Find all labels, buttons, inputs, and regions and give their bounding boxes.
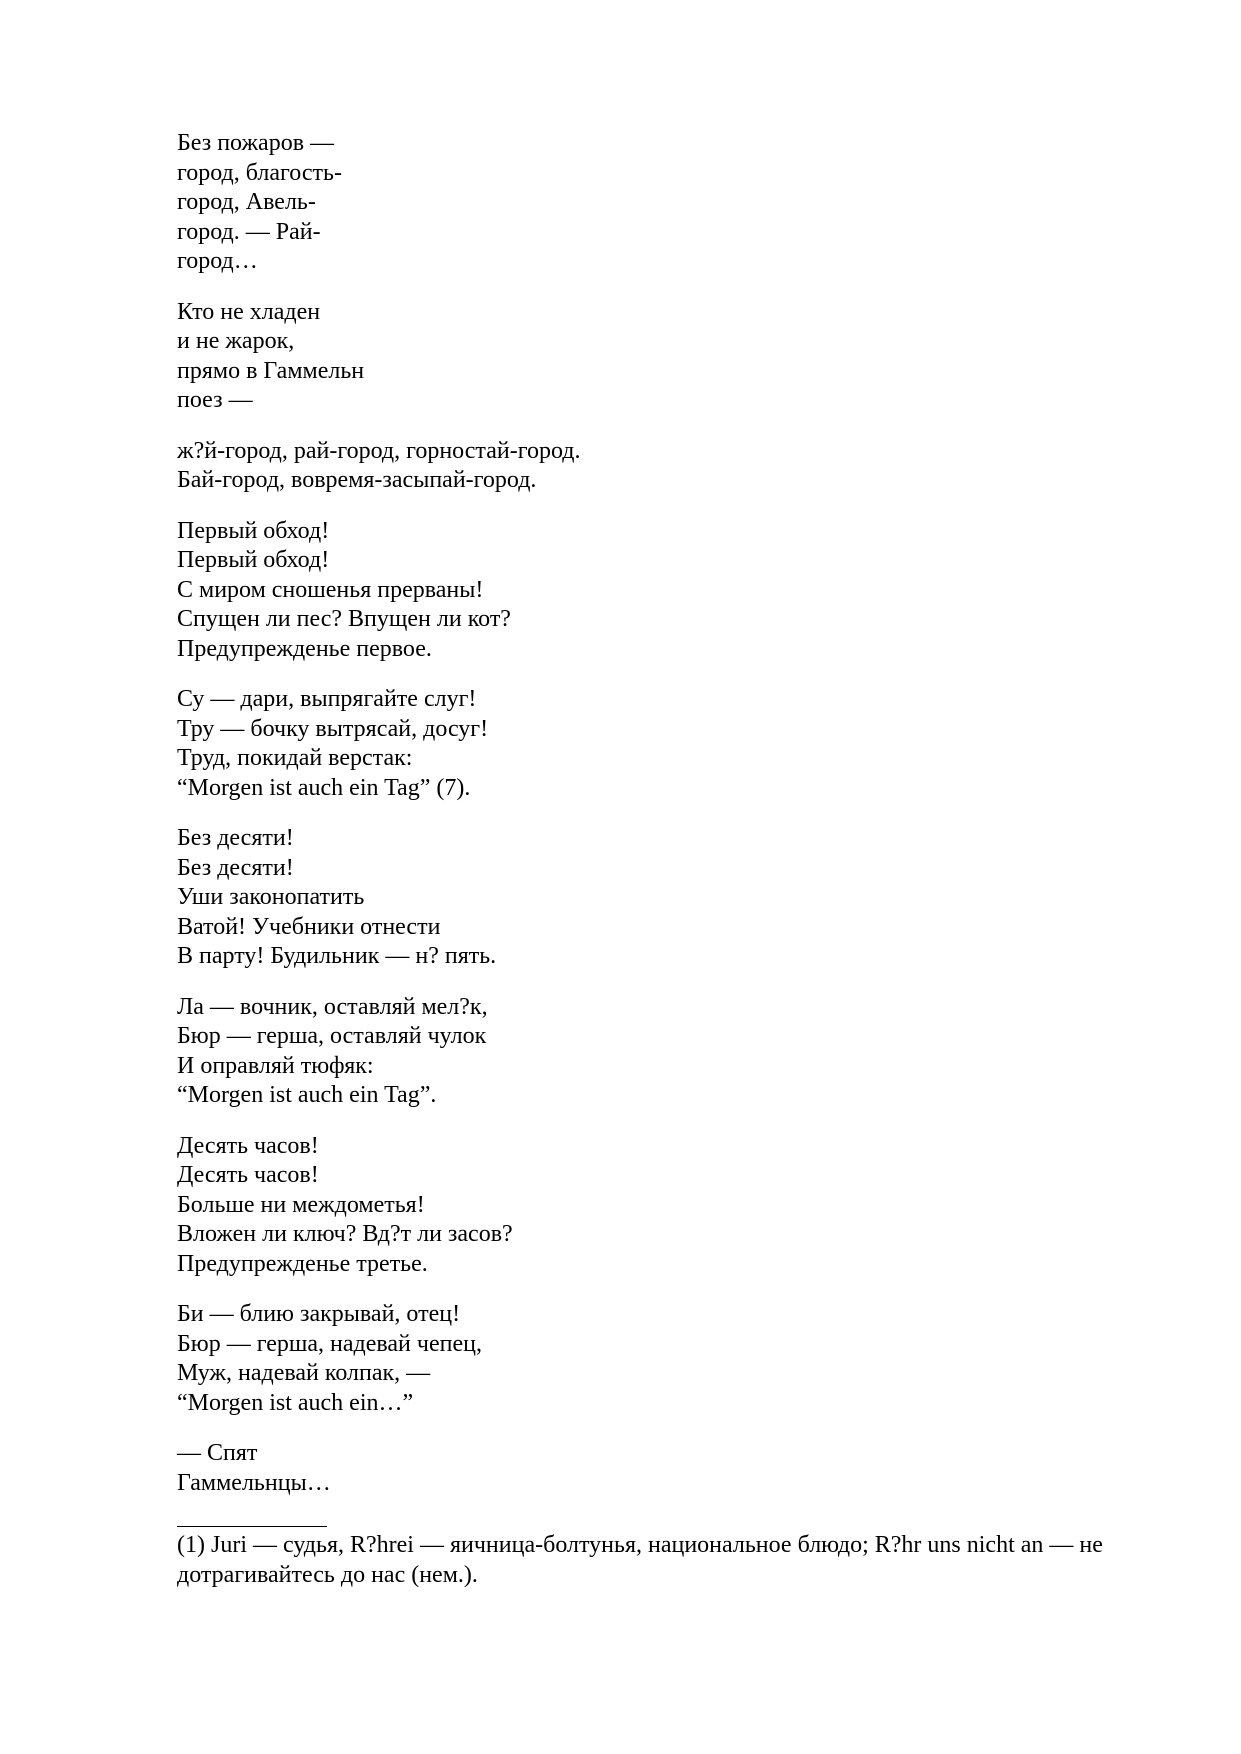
poem-line: В парту! Будильник — н? пять.	[177, 943, 497, 969]
footnote-separator	[177, 1526, 327, 1527]
poem-line: Вложен ли ключ? Вд?т ли засов?	[177, 1221, 513, 1247]
poem-line: Би — блию закрывай, отец!	[177, 1301, 461, 1327]
poem-body	[177, 129, 1157, 1498]
poem-line: С миром сношенья прерваны!	[177, 576, 484, 603]
poem-line: город…	[177, 248, 258, 274]
poem-line: ж?й-город, рай-город, горностай-город.	[177, 437, 581, 464]
footnote-text: (1) Juri — судья, R?hrei — яичница-болтунья, национальное блюдо; R?hr uns nicht an — не дотрагивайтесь до нас (нем.).	[177, 1532, 1103, 1588]
poem-line: Уши законопатить	[177, 884, 365, 910]
poem-line: Бай-город, вовремя-засыпай-город.	[177, 467, 537, 493]
poem-line: Без десяти!	[177, 854, 294, 881]
poem-line: Ла — вочник, оставляй мел?к,	[177, 993, 488, 1020]
document-page	[177, 129, 1157, 1590]
poem-line: Ватой! Учебники отнести	[177, 913, 441, 940]
poem-line: Десять часов!	[177, 1132, 319, 1159]
poem-line: Труд, покидай верстак:	[177, 745, 413, 771]
poem-line: “Morgen ist auch ein…”	[177, 1389, 414, 1416]
poem-line: Гаммельнцы…	[177, 1469, 331, 1496]
stanza-1	[177, 129, 1157, 277]
poem-line: Су — дари, выпрягайте слуг!	[177, 686, 477, 712]
stanza-5	[177, 685, 1157, 803]
stanza-9	[177, 1300, 1157, 1418]
poem-line: — Спят	[177, 1440, 258, 1466]
stanza-7	[177, 993, 1157, 1111]
poem-line: Без пожаров —	[177, 130, 335, 156]
stanza-4	[177, 517, 1157, 665]
poem-line: Спущен ли пес? Впущен ли кот?	[177, 606, 511, 632]
poem-line: Первый обход!	[177, 547, 330, 573]
stanza-3	[177, 437, 1157, 496]
poem-line: “Morgen ist auch ein Tag” (7).	[177, 774, 471, 801]
poem-line: город. — Рай-	[177, 218, 321, 245]
poem-line: Бюр — герша, надевай чепец,	[177, 1330, 482, 1357]
stanza-10	[177, 1439, 1157, 1498]
poem-line: прямо в Гаммельн	[177, 357, 365, 384]
poem-line: поез —	[177, 387, 253, 413]
stanza-6	[177, 824, 1157, 972]
poem-line: Бюр — герша, оставляй чулок	[177, 1023, 487, 1049]
poem-line: город, Авель-	[177, 189, 316, 215]
poem-line: И оправляй тюфяк:	[177, 1052, 374, 1079]
poem-line: Больше ни междометья!	[177, 1191, 425, 1218]
poem-line: Предупрежденье первое.	[177, 635, 432, 662]
poem-line: Муж, надевай колпак, —	[177, 1360, 431, 1386]
poem-line: “Morgen ist auch ein Tag”.	[177, 1082, 437, 1108]
poem-line: Кто не хладен	[177, 298, 321, 325]
poem-line: Десять часов!	[177, 1162, 319, 1188]
poem-line: Тру — бочку вытрясай, досуг!	[177, 715, 489, 742]
poem-line: Первый обход!	[177, 517, 330, 544]
stanza-8	[177, 1132, 1157, 1280]
poem-line: город, благость-	[177, 159, 342, 186]
poem-line: Предупрежденье третье.	[177, 1250, 428, 1277]
poem-line: и не жарок,	[177, 328, 295, 354]
stanza-2	[177, 298, 1157, 416]
poem-line: Без десяти!	[177, 825, 294, 851]
